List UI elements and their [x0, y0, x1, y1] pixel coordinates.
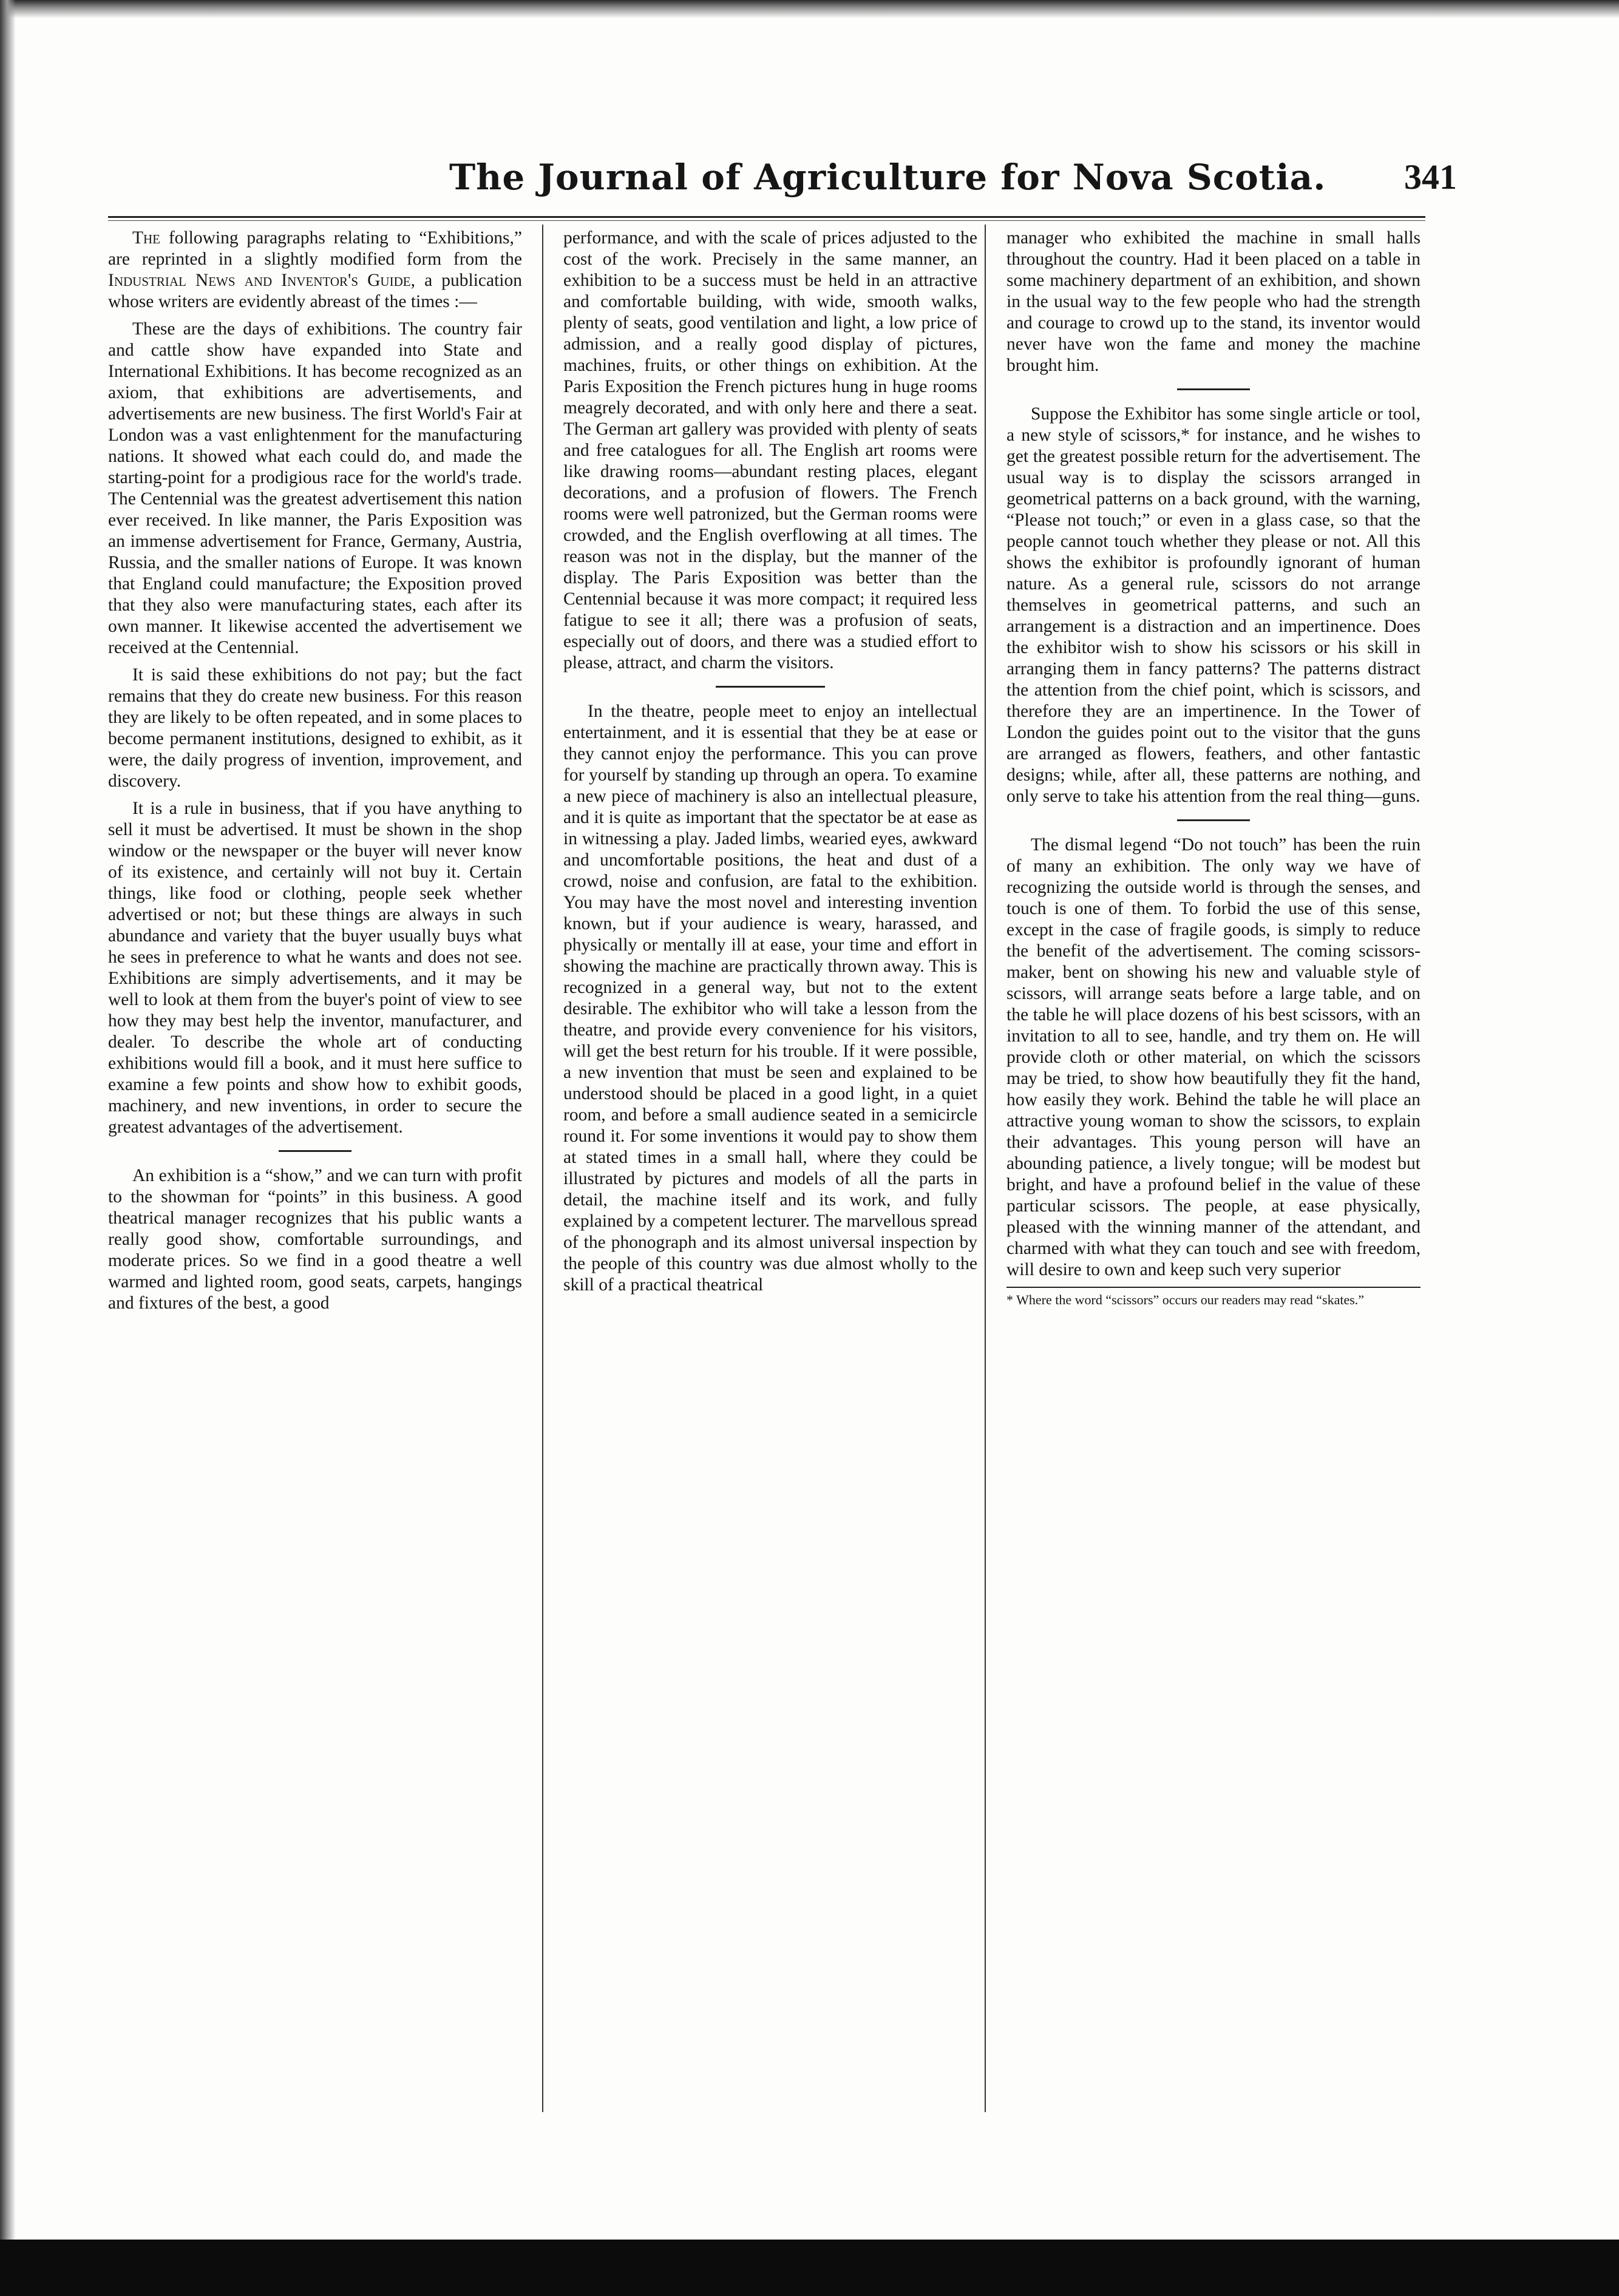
header-rule	[108, 216, 1425, 218]
paragraph: It is said these exhibitions do not pay; but the fact remains that they do create new business. For this reason they are likely to be often repeated, and in some places to become permanent institutions, designed to exhibit, as it were, the daily progress of invention, improvement, and discovery.	[108, 665, 522, 791]
column-3	[1006, 228, 1420, 1308]
scan-bottom-edge	[0, 2240, 1619, 2296]
section-separator	[716, 686, 825, 688]
paragraph: performance, and with the scale of prices adjusted to the cost of the work. Precisely in the same manner, an exhibition to be a success must be held in an attractive and comfortable building, with wide, smooth walks, plenty of seats, good ventilation and light, a low price of admission, and a really good display of pictures, machines, fruits, or other things on exhibition. At the Paris Exposition the French pictures hung in huge rooms meagrely decorated, and with only here and there a seat. The German art gallery was provided with plenty of seats and free catalogues for all. The English art rooms were like drawing rooms—abundant resting places, elegant decorations, and a profusion of flowers. The French rooms were well patronized, but the German rooms were crowded, and the English overflowing at all times. The reason was not in the display, but the manner of the display. The Paris Exposition was better than the Centennial because it was more compact; it required less fatigue to see it all; there was a profusion of seats, especially out of doors, and there was a studied effort to please, attract, and charm the visitors.	[563, 228, 977, 672]
section-separator	[1177, 388, 1250, 390]
paragraph: In the theatre, people meet to enjoy an intellectual entertainment, and it is essential that they be at ease or they cannot enjoy the performance. This you can prove for yourself by standing up through an opera. To examine a new piece of machinery is also an intellectual pleasure, and it is quite as important that the spectator be at ease as in witnessing a play. Jaded limbs, wearied eyes, awkward and uncomfortable positions, the heat and dust of a crowd, noise and confusion, are fatal to the exhibition. You may have the most novel and interesting invention known, but if your audience is weary, harassed, and physically or mentally ill at ease, your time and effort in showing the machine are practically thrown away. This is recognized in a general way, but not to the extent desirable. The exhibitor who will take a lesson from the theatre, and provide every convenience for his visitors, will get the best return for his trouble. If it were possible, a new invention that must be seen and explained to be understood should be placed in a good light, in a quiet room, and before a small audience seated in a semicircle round it. For some inventions it would pay to show them at stated times in a small hall, where they could be illustrated by pictures and models of all the parts in detail, the machine itself and its work, and fully explained by a competent lecturer. The marvellous spread of the phonograph and its almost universal inspection by the people of this country was due almost wholly to the skill of a practical theatrical	[563, 702, 977, 1295]
paragraph: The dismal legend “Do not touch” has been the ruin of many an exhibition. The only way we have of recognizing the outside world is through the senses, and touch is one of them. To forbid the use of this sense, except in the case of fragile goods, is simply to reduce the benefit of the advertisement. The coming scissors-maker, bent on showing his new and valuable style of scissors, will arrange seats before a large table, and on the table he will place dozens of his best scissors, with an invitation to all to see, handle, and try them on. He will provide cloth or other material, on which the scissors may be tried, to show how beautifully they fit the hand, how easily they work. Behind the table he will place an attractive young woman to show the scissors, to explain their advantages. This young person will have an abounding patience, a lively tongue; will be modest but bright, and have a profound belief in the value of these particular scissors. The people, at ease physically, pleased with the winning manner of the attendant, and charmed with what they can touch and see with freedom, will desire to own and keep such very superior	[1006, 835, 1420, 1279]
column-divider-1	[542, 225, 543, 2112]
column-2	[563, 228, 977, 1302]
column-1	[108, 228, 522, 1320]
paragraph: An exhibition is a “show,” and we can turn with profit to the showman for “points” in this business. A good theatrical manager recognizes that his public wants a really good show, comfortable surroundings, and moderate prices. So we find in a good theatre a well warmed and lighted room, good seats, carpets, hangings and fixtures of the best, a good	[108, 1166, 522, 1313]
publication-name: Industrial News and Inventor's Guide	[108, 271, 411, 290]
page-number: 341	[1404, 157, 1457, 197]
section-separator	[1177, 819, 1250, 821]
intro-text-a: following paragraphs relating to “Exhibitions,” are reprinted in a slightly modified form from the	[108, 228, 522, 269]
intro-paragraph	[108, 228, 522, 313]
scan-left-edge	[0, 0, 16, 2296]
paragraph: Suppose the Exhibitor has some single article or tool, a new style of scissors,* for instance, and he wishes to get the greatest possible return for the advertisement. The usual way is to display the scissors arranged in geometrical patterns on a back ground, with the warning, “Please not touch;” or even in a glass case, so that the people cannot touch whether they please or not. All this shows the exhibitor is profoundly ignorant of human nature. As a general rule, scissors do not arrange themselves in geometrical patterns, and such an arrangement is a distraction and an impertinence. Does the exhibitor wish to show his scissors or his skill in arranging them in fancy patterns? The patterns distract the attention from the chief point, which is scissors, and therefore they are an impertinence. In the Tower of London the guides point out to the visitor that the guns are arranged as flowers, feathers, and other fantastic designs; while, after all, these patterns are nothing, and only serve to take his attention from the real thing—guns.	[1006, 404, 1420, 806]
intro-lead: The	[132, 228, 161, 248]
scan-top-edge	[0, 0, 1619, 18]
journal-title: The Journal of Agriculture for Nova Scotia.	[449, 157, 1326, 198]
header-rule-thin	[108, 220, 1425, 221]
paragraph: It is a rule in business, that if you have anything to sell it must be advertised. It must be shown in the shop window or the newspaper or the buyer will never know of its existence, and certainly will not buy it. Certain things, like food or clothing, people seek whether advertised or not; but these things are always in such abundance and variety that the buyer usually buys what he sees in preference to what he wants and does not see. Exhibitions are simply advertisements, and it may be well to look at them from the buyer's point of view to see how they may best help the inventor, manufacturer, and dealer. To describe the whole art of conducting exhibitions would fill a book, and it must here suffice to examine a few points and show how to exhibit goods, machinery, and new inventions, in order to secure the greatest advantages of the advertisement.	[108, 799, 522, 1137]
intro-text-b: , a publication whose writers are evidently abreast of the times :—	[108, 271, 522, 311]
column-divider-2	[985, 225, 986, 2112]
running-header	[437, 157, 1457, 205]
footnote: * Where the word “scissors” occurs our readers may read “skates.”	[1006, 1287, 1420, 1308]
paragraph: These are the days of exhibitions. The country fair and cattle show have expanded into State and International Exhibitions. It has become recognized as an axiom, that exhibitions are advertisements, and advertisements are new business. The first World's Fair at London was a vast enlightenment for the manufacturing nations. It showed what each could do, and made the starting-point for a prodigious race for the world's trade. The Centennial was the greatest advertisement this nation ever received. In like manner, the Paris Exposition was an immense advertisement for France, Germany, Austria, Russia, and the smaller nations of Europe. It was known that England could manufacture; the Exposition proved that they also were manufacturing states, each after its own manner. It likewise accented the advertisement we received at the Centennial.	[108, 319, 522, 657]
paragraph: manager who exhibited the machine in small halls throughout the country. Had it been placed on a table in some machinery department of an exhibition, and shown in the usual way to the few people who had the strength and courage to crowd up to the stand, its inventor would never have won the fame and money the machine brought him.	[1006, 228, 1420, 375]
section-separator	[279, 1150, 351, 1152]
